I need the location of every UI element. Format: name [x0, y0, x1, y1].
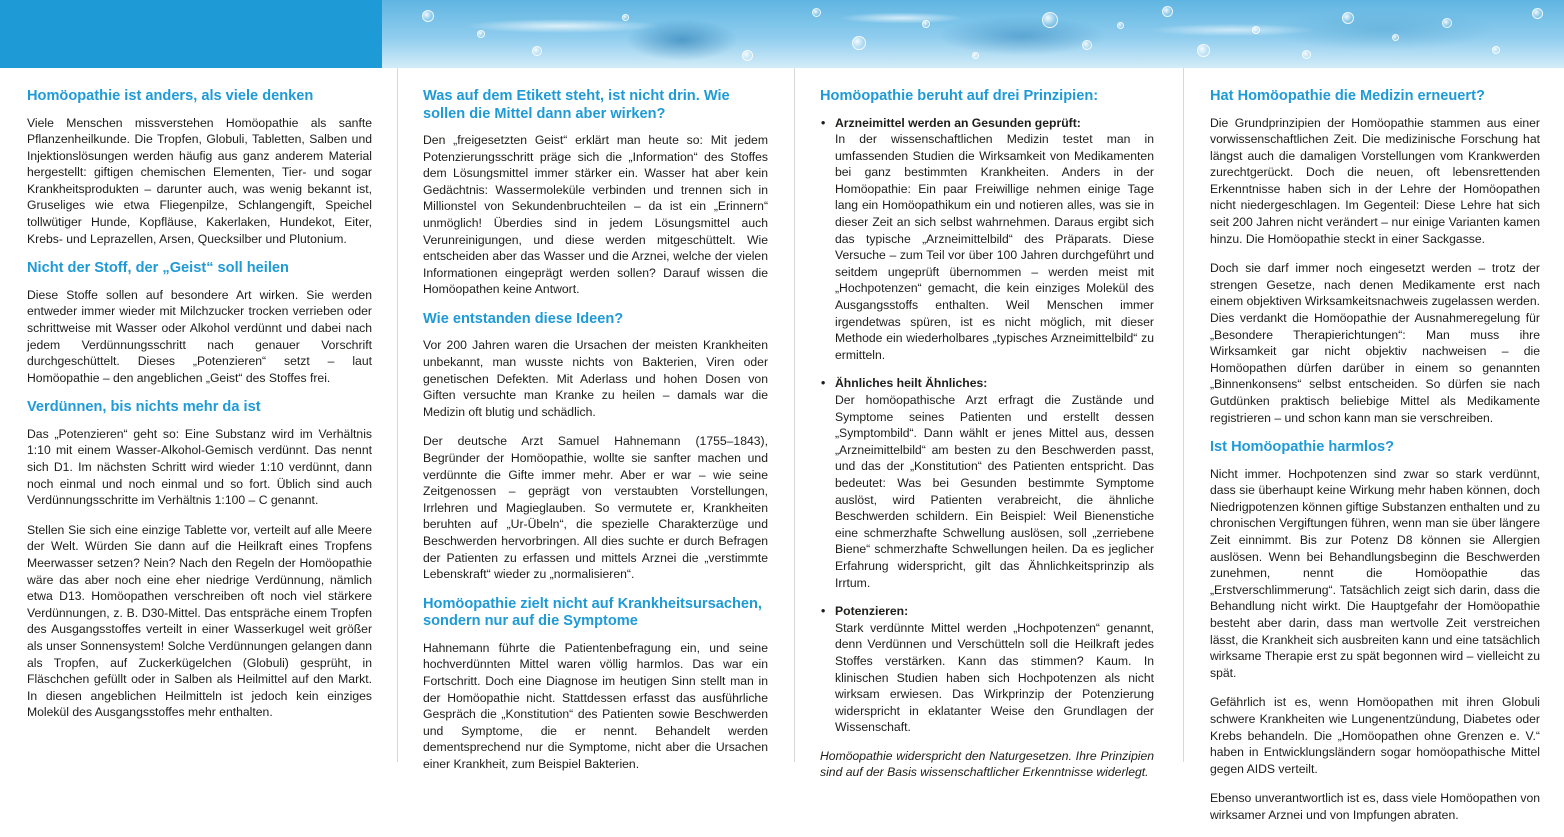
bubble [477, 30, 485, 38]
bubble [922, 20, 930, 28]
banner-blue-block [0, 0, 382, 68]
section-heading: Verdünnen, bis nichts mehr da ist [27, 399, 261, 416]
paragraph: Das „Potenzieren“ geht so: Eine Substanz wird im Verhältnis 1:10 mit einem Wasser-Alkohol-Gemisch verdünnt. Das nennt sich D1. Im nächsten Schritt wird wieder 1:10 verdünnt, dann noch einmal und noch einmal und so fort. Üblich sind auch Verdünnungsschritte im Verhältnis 1:100 – C genannt. [27, 426, 372, 508]
bubble [1042, 12, 1058, 28]
bubble [972, 52, 979, 59]
section-heading: Homöopathie ist anders, als viele denken [27, 88, 314, 104]
principle-item [820, 603, 1154, 736]
bubble [1197, 44, 1210, 57]
principle-item [820, 375, 1154, 591]
bubble [1492, 46, 1500, 54]
section-heading: Hat Homöopathie die Medizin erneuert? [1210, 88, 1485, 104]
section-heading: Homöopathie beruht auf drei Prinzipien: [820, 88, 1099, 104]
header-banner [0, 0, 1564, 68]
banner-water-bubbles-image [382, 0, 1564, 68]
column-3 [820, 88, 1154, 794]
bubble [1302, 50, 1311, 59]
paragraph: Viele Menschen missverstehen Homöopathie als sanfte Pflanzenheilkunde. Die Tropfen, Globuli, Tabletten, Salben und Injektionslösungen werden häufig aus ganz anderem Material hergestellt: giftigen chemischen Elementen, Tier- und sogar Krankheitsprodukten – darunter auch, was wenig bekannt ist, Gruseliges wie etwa Fliegenpilze, Schlangengift, Speichel tollwütiger Hunde, Kopfläuse, Kakerlaken, Hundekot, Eiter, Krebs- und Leprazellen, Arsen, Quecksilber und Plutonium. [27, 115, 372, 246]
principle-term: Potenzieren: [835, 604, 909, 619]
paragraph: Ebenso unverantwortlich ist es, dass viele Homöopathen von wirksamer Arznei und von Impfungen abraten. [1210, 791, 1540, 822]
paragraph: Die Grundprinzipien der Homöopathie stammen aus einer vorwissenschaftlichen Zeit. Die medizinische Forschung hat längst auch die damaligen Vorstellungen vom Krankwerden zurechtgerückt. Doch die neuen, oft lebensrettenden Erkenntnisse haben sich in der Lehre der Homöopathen nicht niedergeschlagen. Im Gegenteil: Diese Lehre hat sich seit 200 Jahren nicht verändert – nur einige Varianten kamen hinzu. Die Homöopathie steckt in einer Sackgasse. [1210, 115, 1540, 246]
principle-text: Stark verdünnte Mittel werden „Hochpotenzen“ genannt, denn Verdünnen und Verschütteln soll die Heilkraft jedes Stoffes verstärken. Kann das stimmen? Kaum. In klinischen Studien haben sich Hochpotenzen als nicht wirksam erwiesen. Das Wirkprinzip der Potenzierung widerspricht in eklatanter Weise den Grundlagen der Wissenschaft. [835, 620, 1154, 735]
bubble [1442, 18, 1452, 28]
bullet-icon: • [821, 376, 826, 391]
section-heading: Wie entstanden diese Ideen? [423, 310, 624, 327]
bubble [1117, 22, 1124, 29]
bubble [1162, 6, 1173, 17]
principle-term: Ähnliches heilt Ähnliches: [835, 376, 988, 391]
bubble [852, 36, 866, 50]
bubble [742, 50, 753, 61]
principle-term: Arzneimittel werden an Gesunden geprüft: [835, 115, 1081, 130]
column-2 [423, 88, 768, 786]
principles-list [820, 115, 1154, 736]
paragraph: Der deutsche Arzt Samuel Hahnemann (1755–1843), Begründer der Homöopathie, wollte sie sanfter machen und verdünnte die Gifte immer mehr. Aber er war – wie seine Zeitgenossen – geprägt von verstaubten Vorstellungen, Irrlehren und Magieglauben. So vermutete er, Krankheiten beruhten auf „Ur-Übeln“, die spezielle Charakterzüge und Beschwerden hervorbringen. All dies suchte er durch Befragen der Patienten zu erfassen und mittels Arznei die „verstimmte Lebenskraft“ wieder zu „normalisieren“. [423, 434, 768, 582]
paragraph: Den „freigesetzten Geist“ erklärt man heute so: Mit jedem Potenzierungsschritt präge sich die „Information“ des Stoffes dem Lösungsmittel immer stärker ein. Wasser hat aber kein Gedächtnis: Wassermoleküle verbinden und trennen sich in Millionstel von Sekundenbruchteilen – da ist ein „Erinnern“ unmöglich! Überdies sind in jedem Lösungsmittel auch Verunreinigungen, und diese werden mitgeschüttelt. Wie entscheiden aber das Wasser und die Arznei, welche der vielen Informationen eingeprägt werden sollen? Darauf wissen die Homöopathen keine Antwort. [423, 133, 768, 297]
principle-item [820, 115, 1154, 364]
paragraph: Doch sie darf immer noch eingesetzt werden – trotz der strengen Gesetze, nach denen Medikamente erst nach einem objektiven Wirksamkeitsnachweis zugelassen werden. Dies verdankt die Homöopathie der Ausnahmeregelung für „Besondere Therapierichtungen“: Man muss ihre Wirksamkeit gar nicht objektiv nachweisen – die Homöopathen dürfen darüber in einem so genannten „Binnenkonsens“ selbst entscheiden. So dürfen sie nach Gutdünken praktisch beliebige Mittel als Medikamente registrieren – und schon kann man sie verschreiben. [1210, 261, 1540, 425]
bubble [812, 8, 821, 17]
bubble [1252, 26, 1260, 34]
paragraph: Vor 200 Jahren waren die Ursachen der meisten Krankheiten unbekannt, man wusste nichts von Bakterien, Viren oder genetischen Defekten. Mit Aderlass und hohen Dosen von Giften versuchte man Kranke zu heilen – damals war die Medizin oft blutig und schädlich. [423, 338, 768, 419]
paragraph: Nicht immer. Hochpotenzen sind zwar so stark verdünnt, dass sie überhaupt keine Wirkung mehr haben können, doch Niedrigpotenzen können giftige Substanzen enthalten und zu chronischen Vergiftungen führen, wenn man sie über längere Zeit einnimmt. Bis zur Potenz D8 können sie Allergien auslösen. Wenn bei Behandlungsbeginn die Beschwerden zunehmen, nennt die Homöopathie das „Erstverschlimmerung“. Tatsächlich zeigt sich darin, dass die Behandlung nicht wirkt. Die Hauptgefahr der Homöopathie besteht aber darin, dass man wertvolle Zeit verstreichen lässt, die Krankheit sich ausbreiten kann und eine tatsächlich wirksame Therapie erst zu spät begonnen wird – vielleicht zu spät. [1210, 466, 1540, 680]
section-heading: Homöopathie zielt nicht auf Krankheitsursachen, sondern nur auf die Symptome [423, 595, 762, 630]
section-heading: Ist Homöopathie harmlos? [1210, 439, 1395, 456]
fold-line [397, 68, 398, 762]
paragraph: Hahnemann führte die Patientenbefragung ein, und seine hochverdünnten Mittel waren völlig harmlos. Das war ein Fortschritt. Doch eine Diagnose im heutigen Sinn stellt man in der Homöopathie nicht. Stattdessen erfasst das ausführliche Gespräch die „Konstitution“ des Patienten sowie Beschwerden und Symptome, die er nennt. Behandelt werden dementsprechend nur die Symptome, nicht aber die Ursachen einer Krankheit, zum Beispiel Bakterien. [423, 640, 768, 771]
bubble [1342, 12, 1354, 24]
fold-line [1183, 68, 1184, 762]
bubble [422, 10, 434, 22]
conclusion-text: Homöopathie widerspricht den Naturgesetzen. Ihre Prinzipien sind auf der Basis wissenschaftlicher Erkenntnisse widerlegt. [820, 748, 1154, 780]
bubble [1532, 8, 1543, 19]
bubble [1392, 34, 1399, 41]
bubble [622, 14, 629, 21]
bullet-icon: • [821, 115, 826, 130]
fold-line [794, 68, 795, 762]
bubble [1082, 40, 1092, 50]
principle-text: Der homöopathische Arzt erfragt die Zustände und Symptome seines Patienten und erstellt dessen „Symptombild“. Dann wählt er jenes Mittel aus, dessen „Arzneimittelbild“ am besten zu den Beschwerden passt, und das der „Konstitution“ des Patienten entspricht. Das bedeutet: Was bei Gesunden bestimmte Symptome auslöst, wird Patienten verabreicht, die ähnliche Beschwerden schildern. Ein Beispiel: Weil Bienenstiche eine schmerzhafte Schwellung auslösen, soll „zerriebene Biene“ schmerzhafte Schwellungen heilen. Da es jeglicher Erfahrung widerspricht, gilt das Ähnlichkeitsprinzip als Irrtum. [835, 393, 1154, 590]
paragraph: Gefährlich ist es, wenn Homöopathen mit ihren Globuli schwere Krankheiten wie Lungenentzündung, Diabetes oder Krebs behandeln. Die „Homöopathen ohne Grenzen e. V.“ haben in Entwicklungsländern sogar homöopathische Mittel gegen AIDS verteilt. [1210, 695, 1540, 776]
column-4 [1210, 88, 1540, 837]
section-heading: Was auf dem Etikett steht, ist nicht drin. Wie sollen die Mittel dann aber wirken? [423, 88, 730, 122]
bullet-icon: • [821, 604, 826, 619]
bubble [532, 46, 542, 56]
section-heading: Nicht der Stoff, der „Geist“ soll heilen [27, 260, 289, 277]
paragraph: Diese Stoffe sollen auf besondere Art wirken. Sie werden entweder immer wieder mit Milchzucker trocken verrieben oder schrittweise mit Wasser oder Alkohol verdünnt und dabei nach jedem Verdünnungsschritt nach genauer Vorschrift durchgeschüttelt. Dieses „Potenzieren“ setzt – laut Homöopathie – den angeblichen „Geist“ des Stoffes frei. [27, 287, 372, 385]
column-1 [27, 88, 372, 734]
principle-text: In der wissenschaftlichen Medizin testet man in umfassenden Studien die Wirksamkeit von Medikamenten bei ganz bestimmten Krankheiten. Anders in der Homöopathie: Ein paar Freiwillige nehmen einige Tage lang ein Homöopathikum ein und notieren alles, was sie in dieser Zeit an sich selbst wahrnehmen. Daraus ergibt sich das typische „Arzneimittelbild“ des Präparats. Diese Versuche – zum Teil vor über 100 Jahren durchgeführt und seitdem ungeprüft übernommen – werden meist mit „Hochpotenzen“ gemacht, die kein einziges Molekül des Ausgangsstoffs enthalten. Weil Menschen immer irgendetwas spüren, ist es nicht möglich, mit dieser Methode ein wiederholbares „typisches Arzneimittelbild“ zu ermitteln. [835, 132, 1154, 362]
paragraph: Stellen Sie sich eine einzige Tablette vor, verteilt auf alle Meere der Welt. Würden Sie dann auf die Heilkraft eines Tropfens Meerwasser setzen? Nein? Nach den Regeln der Homöopathie wäre das aber noch eine eher niedrige Verdünnung, nämlich etwa D13. Homöopathen verschreiben oft noch viel stärkere Verdünnungen, z. B. D30-Mittel. Das entspräche einem Tropfen des Ausgangsstoffes verteilt in einer Wasserkugel weit größer als unser Sonnensystem! Solche Verdünnungen gelangen dann als Tropfen, auf Zuckerkügelchen (Globuli) gesprüht, in Fläschchen gefüllt oder in Salben als Heilmittel auf den Markt. In diesen angeblichen Heilmitteln ist jedoch kein einziges Molekül des Ausgangsstoffes mehr enthalten. [27, 522, 372, 720]
